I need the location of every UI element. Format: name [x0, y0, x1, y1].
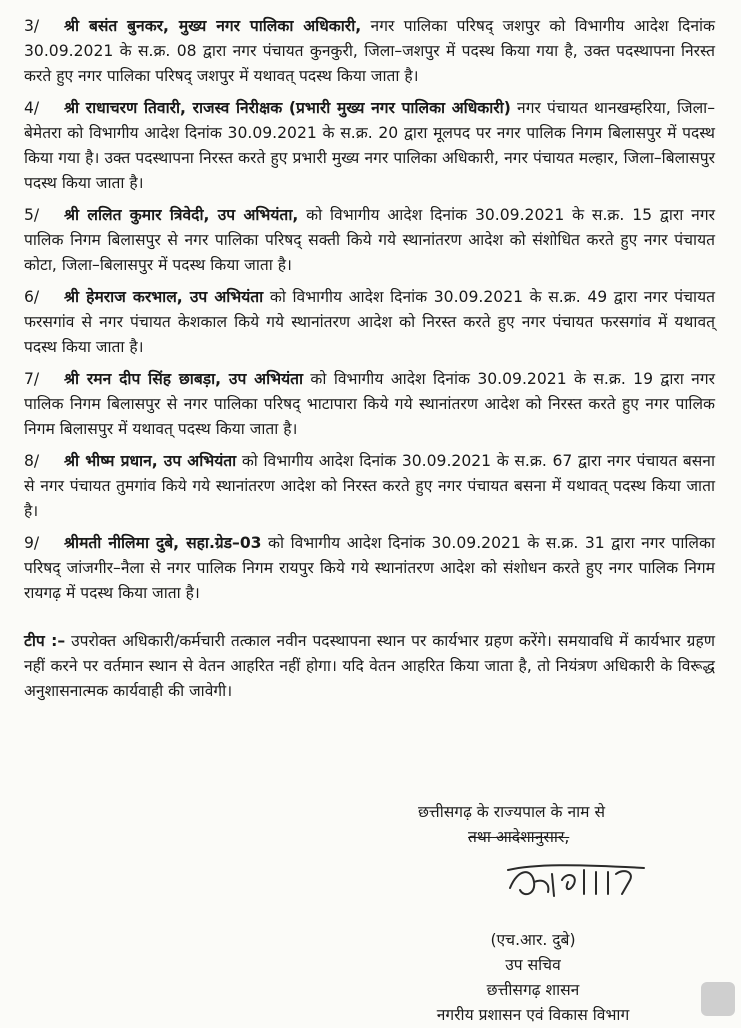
- signatory-designation: उप सचिव: [505, 956, 561, 974]
- officer-name: श्रीमती नीलिमा दुबे, सहा.ग्रेड–03: [64, 534, 262, 552]
- order-paragraph-9: [24, 531, 715, 606]
- spacer: [24, 613, 715, 629]
- order-paragraph-5: [24, 203, 715, 278]
- signatory-government: छत्तीसगढ़ शासन: [486, 981, 580, 999]
- officer-name: श्री बसंत बुनकर, मुख्य नगर पालिका अधिकारी,: [64, 17, 362, 35]
- corner-watermark: [701, 982, 735, 1016]
- signatory-department: नगरीय प्रशासन एवं विकास विभाग: [436, 1006, 630, 1024]
- officer-name: श्री ललित कुमार त्रिवेदी, उप अभियंता,: [64, 206, 299, 224]
- paragraph-number: 8/: [24, 452, 40, 470]
- paragraph-text: नगर पालिका परिषद् जशपुर को विभागीय आदेश दिनांक 30.09.2021 के स.क्र. 08 द्वारा नगर पंचायत कुनकुरी, जिला–जशपुर में पदस्थ किया गया है, उक्त पदस्थापना निरस्त करते हुए नगर पालिका परिषद् जशपुर में यथावत् पदस्थ किया जाता है।: [24, 17, 715, 85]
- order-text: तथा आदेशानुसार,: [468, 828, 570, 846]
- governor-name-line: छत्तीसगढ़ के राज्यपाल के नाम से: [418, 803, 605, 821]
- order-paragraph-3: [24, 14, 715, 89]
- signatory-name: (एच.आर. दुबे): [490, 931, 576, 949]
- paragraph-text: नगर पंचायत थानखम्हरिया, जिला–बेमेतरा को विभागीय आदेश दिनांक 30.09.2021 के स.क्र. 20 द्वारा मूलपद पर नगर पालिक निगम बिलासपुर में पदस्थ किया गया है। उक्त पदस्थापना निरस्त करते हुए प्रभारी मुख्य नगर पालिका अधिकारी, नगर पंचायत मल्हार, जिला–बिलासपुर पदस्थ किया जाता है।: [24, 99, 715, 192]
- note-text: उपरोक्त अधिकारी/कर्मचारी तत्काल नवीन पदस्थापना स्थान पर कार्यभार ग्रहण करेंगे। समयावधि में कार्यभार ग्रहण नहीं करने पर वर्तमान स्थान से वेतन आहरित नहीं होगा। यदि वेतन आहरित किया जाता है, तो नियंत्रण अधिकारी के विरूद्ध अनुशासनात्मक कार्यवाही की जावेगी।: [24, 632, 715, 700]
- officer-name: श्री राधाचरण तिवारी, राजस्व निरीक्षक (प्रभारी मुख्य नगर पालिका अधिकारी): [64, 99, 511, 117]
- paragraph-text: को विभागीय आदेश दिनांक 30.09.2021 के स.क्र. 15 द्वारा नगर पालिक निगम बिलासपुर से नगर पालिका परिषद् सक्ती किये गये स्थानांतरण आदेश को संशोधित करते हुए नगर पंचायत कोटा, जिला–बिलासपुर में पदस्थ किया जाता है।: [24, 206, 715, 274]
- paragraph-text: को विभागीय आदेश दिनांक 30.09.2021 के स.क्र. 67 द्वारा नगर पंचायत बसना से नगर पंचायत तुमगांव किये गये स्थानांतरण आदेश को निरस्त करते हुए नगर पंचायत बसना में यथावत् पदस्थ किया जाता है।: [24, 452, 715, 520]
- paragraph-number: 7/: [24, 370, 40, 388]
- paragraph-number: 4/: [24, 99, 40, 117]
- signature-scribble-icon: [504, 860, 664, 904]
- order-paragraph-8: [24, 449, 715, 524]
- officer-name: श्री भीष्म प्रधान, उप अभियंता: [64, 452, 237, 470]
- paragraph-number: 5/: [24, 206, 40, 224]
- paragraph-number: 3/: [24, 17, 40, 35]
- paragraph-text: को विभागीय आदेश दिनांक 30.09.2021 के स.क्र. 49 द्वारा नगर पंचायत फरसगांव से नगर पंचायत केशकाल किये गये स्थानांतरण आदेश को निरस्त करते हुए नगर पंचायत फरसगांव में यथावत् पदस्थ किया जाता है।: [24, 288, 716, 356]
- order-line: [418, 825, 718, 850]
- order-paragraph-4: [24, 96, 715, 196]
- order-paragraph-7: [24, 367, 715, 442]
- paragraph-text: को विभागीय आदेश दिनांक 30.09.2021 के स.क्र. 19 द्वारा नगर पालिक निगम बिलासपुर से नगर पालिका परिषद् भाटापारा किये गये स्थानांतरण आदेश को निरस्त करते हुए नगर पालिक निगम बिलासपुर में यथावत् पदस्थ किया जाता है।: [24, 370, 715, 438]
- paragraph-number: 9/: [24, 534, 40, 552]
- note-label: टीप :–: [24, 632, 66, 650]
- handwritten-signature: [504, 860, 664, 912]
- signature-block: [418, 800, 718, 1028]
- order-paragraphs: [24, 14, 715, 606]
- paragraph-number: 6/: [24, 288, 40, 306]
- paragraph-text: को विभागीय आदेश दिनांक 30.09.2021 के स.क्र. 31 द्वारा नगर पालिका परिषद् जांजगीर–नैला से नगर पालिक निगम रायपुर किये गये स्थानांतरण आदेश को संशोधन करते हुए नगर पालिक निगम रायगढ़ में पदस्थ किया जाता है।: [24, 534, 715, 602]
- order-paragraph-6: [24, 285, 715, 360]
- note-paragraph: [24, 629, 715, 704]
- officer-name: श्री रमन दीप सिंह छाबड़ा, उप अभियंता: [64, 370, 304, 388]
- officer-name: श्री हेमराज करभाल, उप अभियंता: [64, 288, 264, 306]
